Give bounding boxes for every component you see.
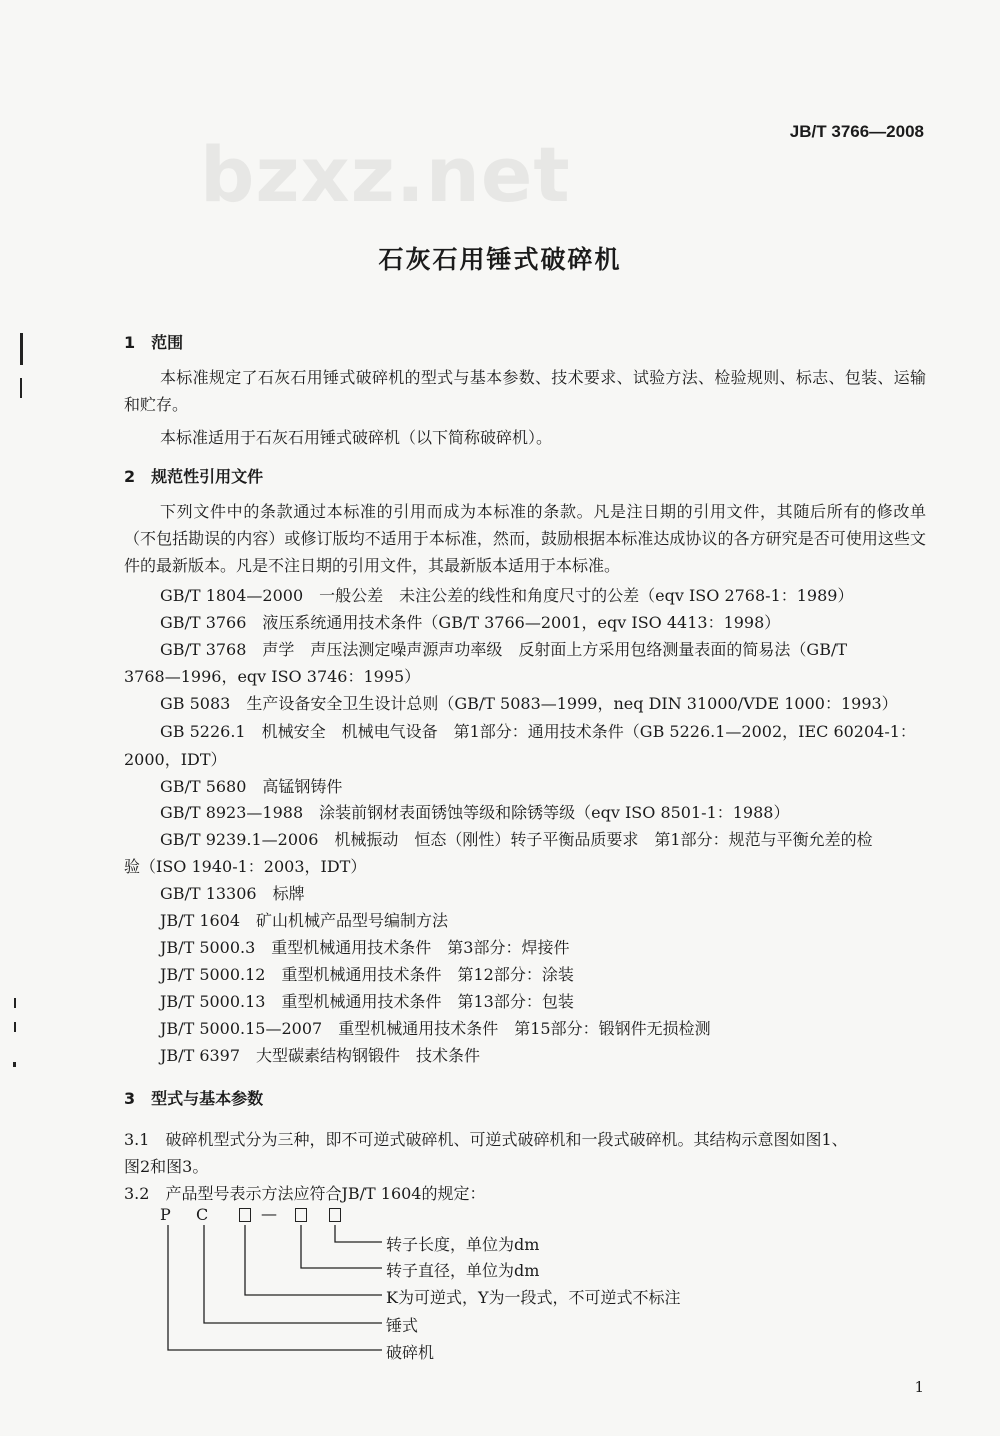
reference-item: JB/T 5000.12 重型机械通用技术条件 第12部分：涂装 [160, 965, 574, 984]
reference-item: GB/T 1804—2000 一般公差 未注公差的线性和角度尺寸的公差（eqv ISO 2768-1：1989） [160, 586, 854, 605]
bracket-line [168, 1225, 382, 1350]
reference-item: 3768—1996，eqv ISO 3746：1995） [124, 667, 421, 686]
reference-item: GB 5083 生产设备安全卫生设计总则（GB/T 5083—1999，neq DIN 31000/VDE 1000：1993） [160, 694, 898, 713]
reference-item: GB/T 3766 液压系统通用技术条件（GB/T 3766—2001，eqv ISO 4413：1998） [160, 613, 781, 632]
model-code-diagram [150, 1205, 750, 1375]
code-box-diameter [295, 1208, 307, 1222]
reference-item: JB/T 6397 大型碳素结构钢锻件 技术条件 [160, 1046, 481, 1065]
standard-code: JB/T 3766—2008 [789, 122, 924, 141]
section-3-heading: 3 型式与基本参数 [124, 1089, 264, 1108]
section-1-heading: 1 范围 [124, 333, 184, 352]
section-1-paragraph: 本标准适用于石灰石用锤式破碎机（以下简称破碎机）。 [160, 428, 553, 447]
section-1-paragraph: 本标准规定了石灰石用锤式破碎机的型式与基本参数、技术要求、试验方法、检验规则、标志、包装、运输和贮存。 [124, 368, 926, 414]
watermark: bzxz.net [200, 130, 571, 219]
scan-mark [20, 333, 23, 365]
reference-item: JB/T 1604 矿山机械产品型号编制方法 [160, 911, 449, 930]
clause-3-2: 3.2 产品型号表示方法应符合JB/T 1604的规定： [124, 1184, 486, 1203]
clause-3-1-continued: 图2和图3。 [124, 1157, 209, 1176]
code-letter-p: P [160, 1205, 171, 1224]
code-box-type [239, 1208, 251, 1222]
code-label-type: K为可逆式，Y为一段式，不可逆式不标注 [386, 1288, 681, 1307]
scan-mark [14, 1022, 16, 1032]
reference-item: JB/T 5000.15—2007 重型机械通用技术条件 第15部分：锻钢件无损检测 [160, 1019, 711, 1038]
reference-item: 2000，IDT） [124, 750, 227, 769]
bracket-line [204, 1225, 382, 1323]
code-label-crusher: 破碎机 [386, 1343, 435, 1362]
reference-item: JB/T 5000.3 重型机械通用技术条件 第3部分：焊接件 [160, 938, 570, 957]
reference-item: GB/T 13306 标牌 [160, 884, 305, 903]
reference-item: GB/T 5680 高锰钢铸件 [160, 777, 343, 796]
code-letter-c: C [196, 1205, 209, 1224]
bracket-line [335, 1225, 382, 1242]
reference-item: GB/T 8923—1988 涂装前钢材表面锈蚀等级和除锈等级（eqv ISO 8501-1：1988） [160, 803, 790, 822]
code-label-rotor-diameter: 转子直径，单位为dm [386, 1261, 540, 1280]
section-2-intro: 下列文件中的条款通过本标准的引用而成为本标准的条款。凡是注日期的引用文件，其随后所有的修改单（不包括勘误的内容）或修订版均不适用于本标准，然而，鼓励根据本标准达成协议的各方研究是否可使用这些文件的最新版本。凡是不注日期的引用文件，其最新版本适用于本标准。 [124, 502, 926, 575]
scan-mark [20, 378, 22, 398]
code-box-length [329, 1208, 341, 1222]
bracket-line [245, 1225, 382, 1295]
code-label-hammer: 锤式 [386, 1316, 419, 1335]
reference-item: 验（ISO 1940-1：2003，IDT） [124, 857, 367, 876]
bracket-line [301, 1225, 382, 1268]
clause-3-1: 3.1 破碎机型式分为三种，即不可逆式破碎机、可逆式破碎机和一段式破碎机。其结构示意图如图1、 [124, 1130, 848, 1149]
code-label-rotor-length: 转子长度，单位为dm [386, 1235, 540, 1254]
scan-mark [14, 998, 16, 1008]
reference-item: GB 5226.1 机械安全 机械电气设备 第1部分：通用技术条件（GB 5226.1—2002，IEC 60204-1： [160, 722, 916, 741]
scan-mark [13, 1062, 16, 1067]
reference-item: GB/T 9239.1—2006 机械振动 恒态（刚性）转子平衡品质要求 第1部分：规范与平衡允差的检 [160, 830, 873, 849]
reference-item: GB/T 3768 声学 声压法测定噪声源声功率级 反射面上方采用包络测量表面的简易法（GB/T [160, 640, 848, 659]
document-title: 石灰石用锤式破碎机 [378, 245, 622, 274]
section-2-heading: 2 规范性引用文件 [124, 467, 264, 486]
reference-item: JB/T 5000.13 重型机械通用技术条件 第13部分：包装 [160, 992, 574, 1011]
page-number: 1 [914, 1378, 924, 1396]
code-dash: — [261, 1204, 277, 1223]
